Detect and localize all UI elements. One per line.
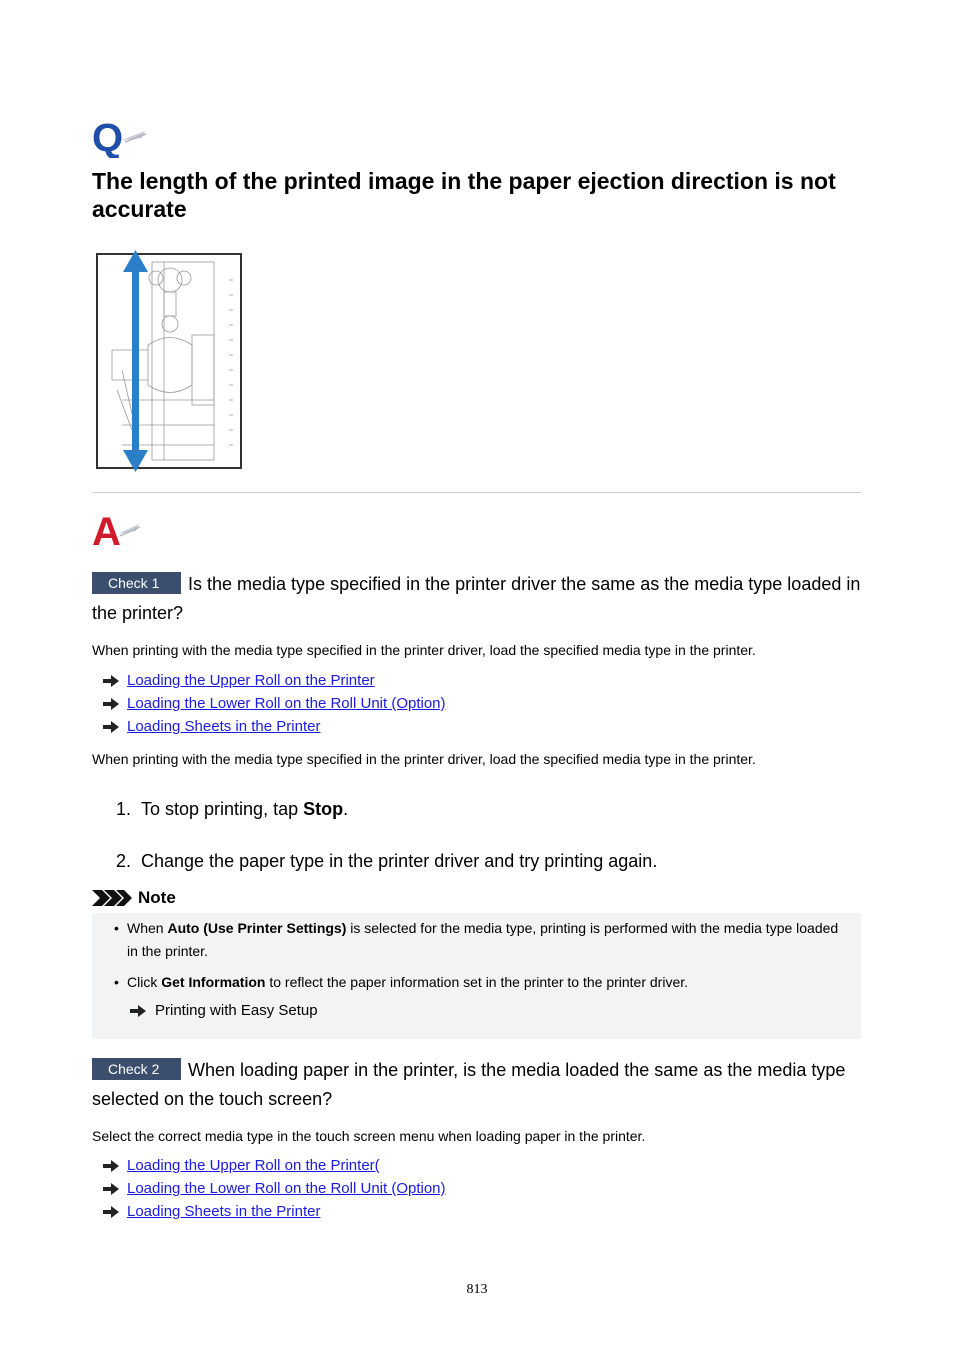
note-icon	[92, 890, 132, 906]
check-2-question-text: When loading paper in the printer, is the media loaded the same as the media type selected on the touch screen?	[92, 1060, 846, 1109]
check-2-links	[103, 1154, 446, 1223]
note-item: • When Auto (Use Printer Settings) is selected for the media type, printing is performed with the media type loaded in the printer.	[114, 920, 839, 959]
check-2-question	[92, 1056, 862, 1114]
arrow-right-icon	[103, 698, 119, 710]
check-1-question	[92, 570, 862, 628]
printed-image-illustration	[92, 250, 244, 472]
note-box	[92, 913, 861, 1039]
page-number: 813	[466, 1282, 488, 1297]
check-1-paragraph: When printing with the media type specified in the printer driver, load the specified media type in the printer.	[92, 642, 756, 658]
list-item	[103, 692, 446, 715]
page-title: The length of the printed image in the paper ejection direction is not accurate	[92, 168, 836, 222]
svg-text:Q: Q	[92, 118, 124, 158]
list-item	[103, 1177, 446, 1200]
list-item	[103, 1154, 446, 1177]
note-item: • Click Get Information to reflect the paper information set in the printer to the printer driver.	[114, 974, 689, 990]
list-item	[103, 1200, 446, 1223]
question-icon	[92, 118, 148, 158]
check-1-badge: Check 1	[92, 572, 181, 594]
link-loading-sheets[interactable]: Loading Sheets in the Printer	[127, 1203, 321, 1220]
svg-text:A: A	[92, 510, 121, 550]
link-lower-roll[interactable]: Loading the Lower Roll on the Roll Unit (Option)	[127, 695, 446, 712]
answer-icon	[92, 510, 148, 550]
link-upper-roll[interactable]: Loading the Upper Roll on the Printer(	[127, 1157, 380, 1174]
step-1: 1. To stop printing, tap Stop.	[116, 799, 349, 819]
check-2-paragraph: Select the correct media type in the touch screen menu when loading paper in the printer.	[92, 1128, 646, 1144]
check-1-paragraph-2: When printing with the media type specified in the printer driver, load the specified media type in the printer.	[92, 751, 756, 767]
arrow-right-icon	[130, 1005, 146, 1017]
note-heading: Note	[92, 888, 176, 908]
check-2-badge: Check 2	[92, 1058, 181, 1080]
link-upper-roll[interactable]: Loading the Upper Roll on the Printer	[127, 672, 375, 689]
link-loading-sheets[interactable]: Loading Sheets in the Printer	[127, 718, 321, 735]
list-item	[103, 669, 446, 692]
link-lower-roll[interactable]: Loading the Lower Roll on the Roll Unit (Option)	[127, 1180, 446, 1197]
arrow-right-icon	[103, 721, 119, 733]
arrow-right-icon	[103, 1206, 119, 1218]
arrow-right-icon	[103, 675, 119, 687]
arrow-right-icon	[103, 1160, 119, 1172]
note-link-easy-setup[interactable]: Printing with Easy Setup	[130, 1002, 318, 1019]
list-item	[103, 715, 446, 738]
check-1-links	[103, 669, 446, 738]
section-divider	[92, 492, 861, 493]
step-2: 2. Change the paper type in the printer driver and try printing again.	[116, 851, 658, 871]
stop-label: Stop	[303, 799, 344, 819]
check-1-question-text: Is the media type specified in the printer driver the same as the media type loaded in the printer?	[92, 574, 861, 623]
arrow-right-icon	[103, 1183, 119, 1195]
